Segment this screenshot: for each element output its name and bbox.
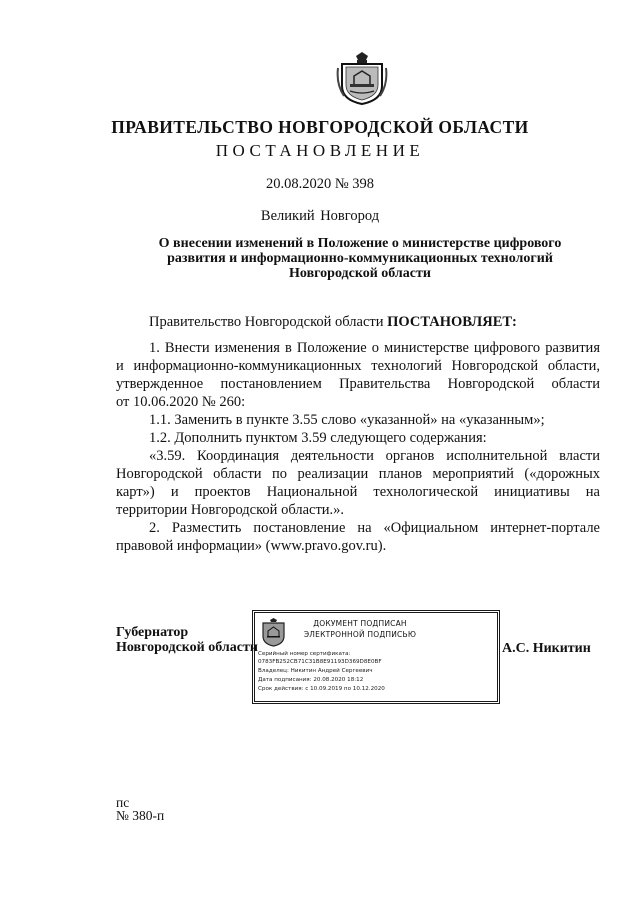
paragraph-line: от 10.06.2020 № 260: bbox=[116, 394, 246, 410]
intro-text: Правительство Новгородской области bbox=[149, 314, 388, 330]
paragraph-line: правовой информации» (www.pravo.gov.ru). bbox=[116, 538, 387, 554]
paragraph-1-2: 1.2. Дополнить пунктом 3.59 следующего содержания: bbox=[149, 430, 487, 446]
stamp-emblem-icon bbox=[260, 617, 287, 647]
paragraph-line: утвержденное постановлением Правительства Новгородской области bbox=[116, 376, 600, 392]
footer-code: пс bbox=[116, 795, 130, 810]
paragraph-1-1: 1.1. Заменить в пункте 3.55 слово «указанной» на «указанным»; bbox=[149, 412, 545, 428]
signatory-position bbox=[116, 625, 258, 655]
subject-line: развития и информационно-коммуникационных технологий bbox=[167, 251, 553, 266]
stamp-cert-number: 0783FB252CB71C31B8E91193D369D8E0BF bbox=[258, 659, 382, 665]
intro-resolves: ПОСТАНОВЛЯЕТ: bbox=[387, 314, 517, 330]
subject-line: Новгородской области bbox=[289, 266, 431, 281]
position-line: Новгородской области bbox=[116, 640, 258, 655]
stamp-signed-date: Дата подписания: 20.08.2020 18:12 bbox=[258, 677, 364, 683]
stamp-validity: Срок действия: с 10.09.2019 по 10.12.2020 bbox=[258, 686, 385, 692]
paragraph-line: Новгородской области по реализации планов мероприятий («дорожных bbox=[116, 466, 600, 482]
position-line: Губернатор bbox=[116, 625, 189, 640]
paragraph-line: 2. Разместить постановление на «Официальном интернет-портале bbox=[149, 520, 600, 536]
paragraph-2 bbox=[116, 519, 600, 555]
paragraph-3-59 bbox=[116, 447, 600, 519]
paragraph-line: карт») и проектов Национальной технологической инициативы на bbox=[116, 484, 600, 500]
paragraph-line: территории Новгородской области.». bbox=[116, 502, 345, 518]
intro-line bbox=[149, 314, 517, 331]
paragraph-line: 1. Внести изменения в Положение о министерстве цифрового развития bbox=[149, 340, 600, 356]
document-subject bbox=[110, 236, 610, 281]
footer-number: № 380-п bbox=[116, 808, 165, 823]
date-and-number: 20.08.2020 № 398 bbox=[265, 176, 375, 192]
signatory-name: А.С. Никитин bbox=[502, 641, 591, 656]
stamp-title-line: ДОКУМЕНТ ПОДПИСАН bbox=[313, 619, 407, 628]
paragraph-line: «3.59. Координация деятельности органов исполнительной власти bbox=[149, 448, 600, 464]
government-title: ПРАВИТЕЛЬСТВО НОВГОРОДСКОЙ ОБЛАСТИ bbox=[111, 117, 529, 137]
coat-of-arms-emblem bbox=[336, 48, 388, 106]
stamp-title-line: ЭЛЕКТРОННОЙ ПОДПИСЬЮ bbox=[303, 630, 417, 639]
paragraph-1 bbox=[116, 339, 600, 411]
subject-line: О внесении изменений в Положение о министерстве цифрового bbox=[158, 236, 562, 251]
document-type: ПОСТАНОВЛЕНИЕ bbox=[215, 141, 425, 160]
stamp-cert-label: Серийный номер сертификата: bbox=[258, 651, 351, 657]
paragraph-line: и информационно-коммуникационных технологий Новгородской области, bbox=[116, 358, 600, 374]
stamp-owner: Владелец: Никитин Андрей Сергеевич bbox=[258, 668, 373, 674]
city: Великий Новгород bbox=[260, 208, 380, 224]
